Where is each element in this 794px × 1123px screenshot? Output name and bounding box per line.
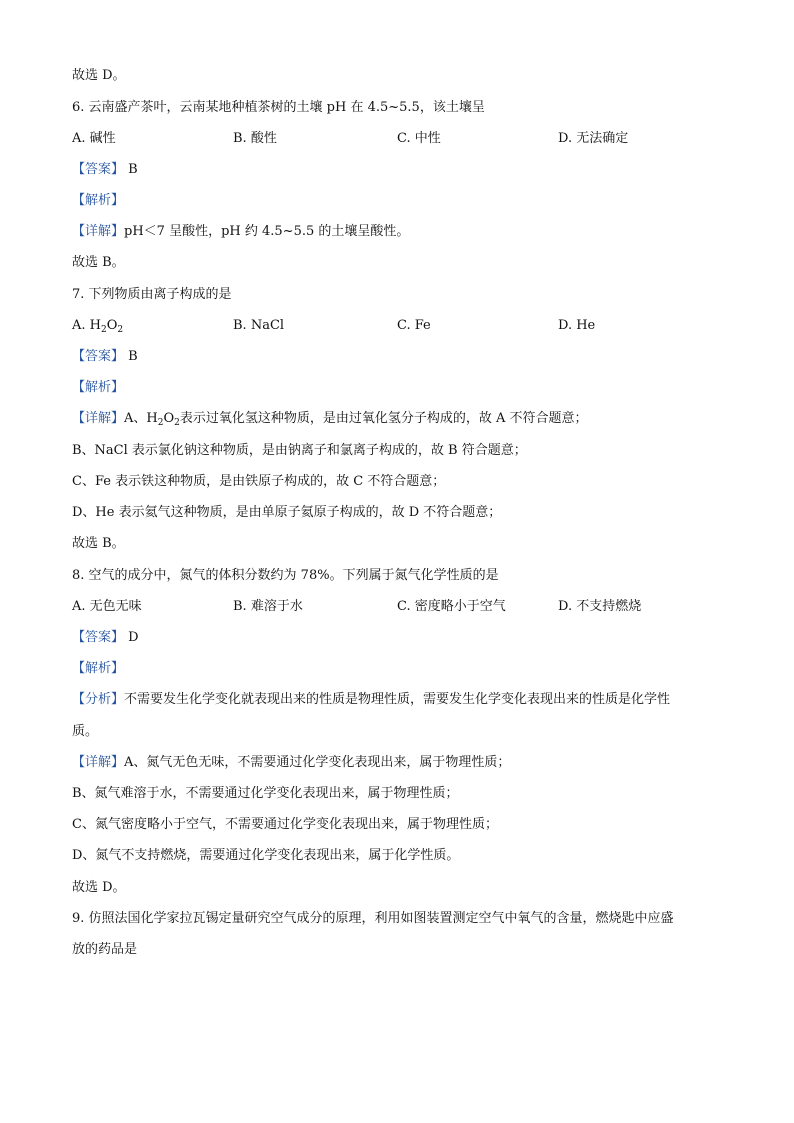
- q6-options: [72, 129, 722, 149]
- option-b: B. 难溶于水: [233, 599, 303, 614]
- text-line: 故选 D。: [72, 880, 126, 895]
- analysis-heading: 【解析】: [72, 661, 125, 676]
- question-8: 8. 空气的成分中，氮气的体积分数约为 78%。下列属于氮气化学性质的是: [72, 568, 499, 583]
- answer-line: 【答案】 B: [72, 349, 138, 364]
- text-line: 故选 B。: [72, 536, 125, 551]
- option-a: A. $H_2O_2$: [72, 318, 124, 335]
- text-line: D、氮气不支持燃烧，需要通过化学变化表现出来，属于化学性质。: [72, 848, 460, 863]
- text-line: 放的药品是: [72, 942, 138, 957]
- question-9: 9. 仿照法国化学家拉瓦锡定量研究空气成分的原理，利用如图装置测定空气中氧气的含量，燃烧匙中应盛: [72, 911, 674, 926]
- text-line: 故选 B。: [72, 255, 125, 270]
- answer-line: 【答案】 B: [72, 162, 138, 177]
- text-line: D、He 表示氦气这种物质，是由单原子氦原子构成的，故 D 不符合题意；: [72, 505, 502, 520]
- option-c: C. 密度略小于空气: [397, 599, 506, 614]
- option-d: D. He: [558, 318, 596, 333]
- analysis-heading: 【解析】: [72, 193, 125, 208]
- option-d: D. 不支持燃烧: [558, 599, 642, 614]
- option-a: A. 无色无味: [72, 599, 142, 614]
- text-line: C、氮气密度略小于空气，不需要通过化学变化表现出来，属于物理性质；: [72, 817, 498, 832]
- q8-options: [72, 597, 722, 617]
- option-b: B. NaCl: [233, 318, 285, 333]
- text-line: 质。: [72, 724, 99, 739]
- question-6: 6. 云南盛产茶叶，云南某地种植茶树的土壤 pH 在 4.5~5.5，该土壤呈: [72, 100, 485, 115]
- text-line: B、氮气难溶于水，不需要通过化学变化表现出来，属于物理性质；: [72, 786, 459, 801]
- option-a: A. 碱性: [72, 131, 116, 146]
- option-b: B. 酸性: [233, 131, 277, 146]
- detail-line: 【详解】pH＜7 呈酸性，pH 约 4.5~5.5 的土壤呈酸性。: [72, 224, 410, 239]
- question-7: 7. 下列物质由离子构成的是: [72, 287, 232, 302]
- q7-options: [72, 316, 722, 336]
- text-line: 故选 D。: [72, 68, 126, 83]
- option-d: D. 无法确定: [558, 131, 629, 146]
- option-c: C. 中性: [397, 131, 441, 146]
- detail-line: 【详解】A、$H_2O_2$表示过氧化氢这种物质，是由过氧化氢分子构成的，故 A 不符合题意；: [72, 411, 588, 428]
- text-line: C、Fe 表示铁这种物质，是由铁原子构成的，故 C 不符合题意；: [72, 474, 446, 489]
- option-c: C. Fe: [397, 318, 431, 333]
- explanation-line: 【分析】不需要发生化学变化就表现出来的性质是物理性质，需要发生化学变化表现出来的性质是化学性: [72, 692, 671, 707]
- answer-line: 【答案】 D: [72, 630, 139, 645]
- detail-line: 【详解】A、氮气无色无味，不需要通过化学变化表现出来，属于物理性质；: [72, 755, 511, 770]
- analysis-heading: 【解析】: [72, 380, 125, 395]
- text-line: B、NaCl 表示氯化钠这种物质，是由钠离子和氯离子构成的，故 B 符合题意；: [72, 443, 527, 458]
